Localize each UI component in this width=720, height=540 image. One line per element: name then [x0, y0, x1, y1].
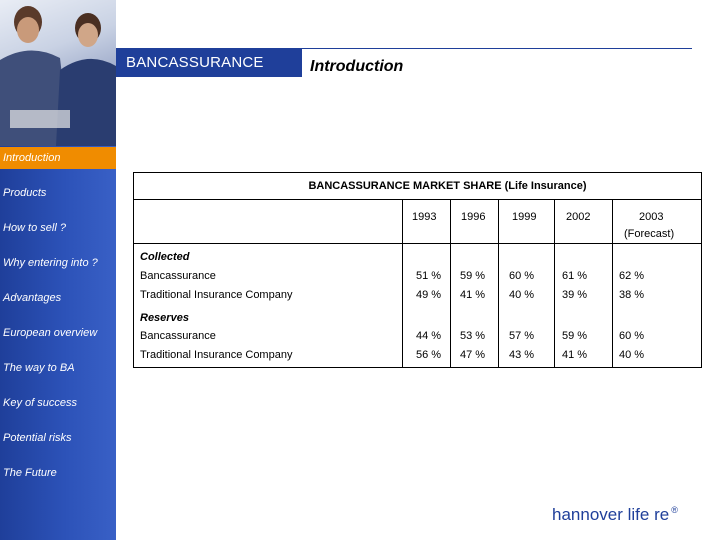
- nav-advantages[interactable]: Advantages: [3, 292, 62, 304]
- sidebar: [0, 0, 116, 540]
- table-cell: 44 %: [416, 330, 442, 342]
- registered-mark: ®: [671, 505, 678, 516]
- nav-products[interactable]: Products: [3, 187, 47, 199]
- nav-how-to-sell[interactable]: How to sell ?: [3, 222, 66, 234]
- forecast-note: (Forecast): [624, 228, 675, 240]
- table-cell: 60 %: [509, 270, 535, 282]
- group-label-reserves: Reserves: [140, 312, 189, 324]
- row-label: Bancassurance: [140, 330, 216, 342]
- hannover-re-logo: [552, 505, 678, 525]
- row-label: Traditional Insurance Company: [140, 289, 293, 301]
- header-photo: [0, 0, 116, 146]
- table-cell: 62 %: [619, 270, 645, 282]
- header-divider: [134, 243, 701, 244]
- row-label: Traditional Insurance Company: [140, 349, 293, 361]
- column-divider: [554, 200, 555, 367]
- table-cell: 41 %: [460, 289, 486, 301]
- table-cell: 59 %: [562, 330, 588, 342]
- column-divider: [402, 200, 403, 367]
- nav-why-entering[interactable]: Why entering into ?: [3, 257, 98, 269]
- logo-text: hannover life re: [552, 505, 670, 524]
- table-cell: 51 %: [416, 270, 442, 282]
- nav-the-future[interactable]: The Future: [3, 467, 57, 479]
- page-title: Introduction: [310, 58, 404, 75]
- year-header-2002: 2002: [566, 211, 591, 223]
- row-label: Bancassurance: [140, 270, 216, 282]
- table-cell: 57 %: [509, 330, 535, 342]
- table-cell: 40 %: [509, 289, 535, 301]
- bancassurance-badge: BANCASSURANCE: [116, 48, 302, 77]
- year-header-1999: 1999: [512, 211, 537, 223]
- table-cell: 53 %: [460, 330, 486, 342]
- column-divider: [450, 200, 451, 367]
- table-cell: 40 %: [619, 349, 645, 361]
- table-cell: 47 %: [460, 349, 486, 361]
- table-cell: 38 %: [619, 289, 645, 301]
- nav-potential-risks[interactable]: Potential risks: [3, 432, 72, 444]
- year-header-1993: 1993: [412, 211, 437, 223]
- table-cell: 60 %: [619, 330, 645, 342]
- nav-european-overview[interactable]: European overview: [3, 327, 98, 339]
- table-cell: 43 %: [509, 349, 535, 361]
- table-cell: 41 %: [562, 349, 588, 361]
- table-title: BANCASSURANCE MARKET SHARE (Life Insurance): [134, 173, 701, 200]
- table-cell: 56 %: [416, 349, 442, 361]
- column-divider: [612, 200, 613, 367]
- nav-key-of-success[interactable]: Key of success: [3, 397, 77, 409]
- year-header-1996: 1996: [461, 211, 486, 223]
- year-header-2003: 2003: [639, 211, 664, 223]
- group-label-collected: Collected: [140, 251, 190, 263]
- header-rule: [300, 48, 692, 49]
- nav-the-way-to-ba[interactable]: The way to BA: [3, 362, 75, 374]
- column-divider: [498, 200, 499, 367]
- nav-introduction[interactable]: Introduction: [0, 147, 116, 169]
- table-cell: 61 %: [562, 270, 588, 282]
- table-cell: 39 %: [562, 289, 588, 301]
- table-cell: 49 %: [416, 289, 442, 301]
- market-share-table: [133, 172, 702, 368]
- table-cell: 59 %: [460, 270, 486, 282]
